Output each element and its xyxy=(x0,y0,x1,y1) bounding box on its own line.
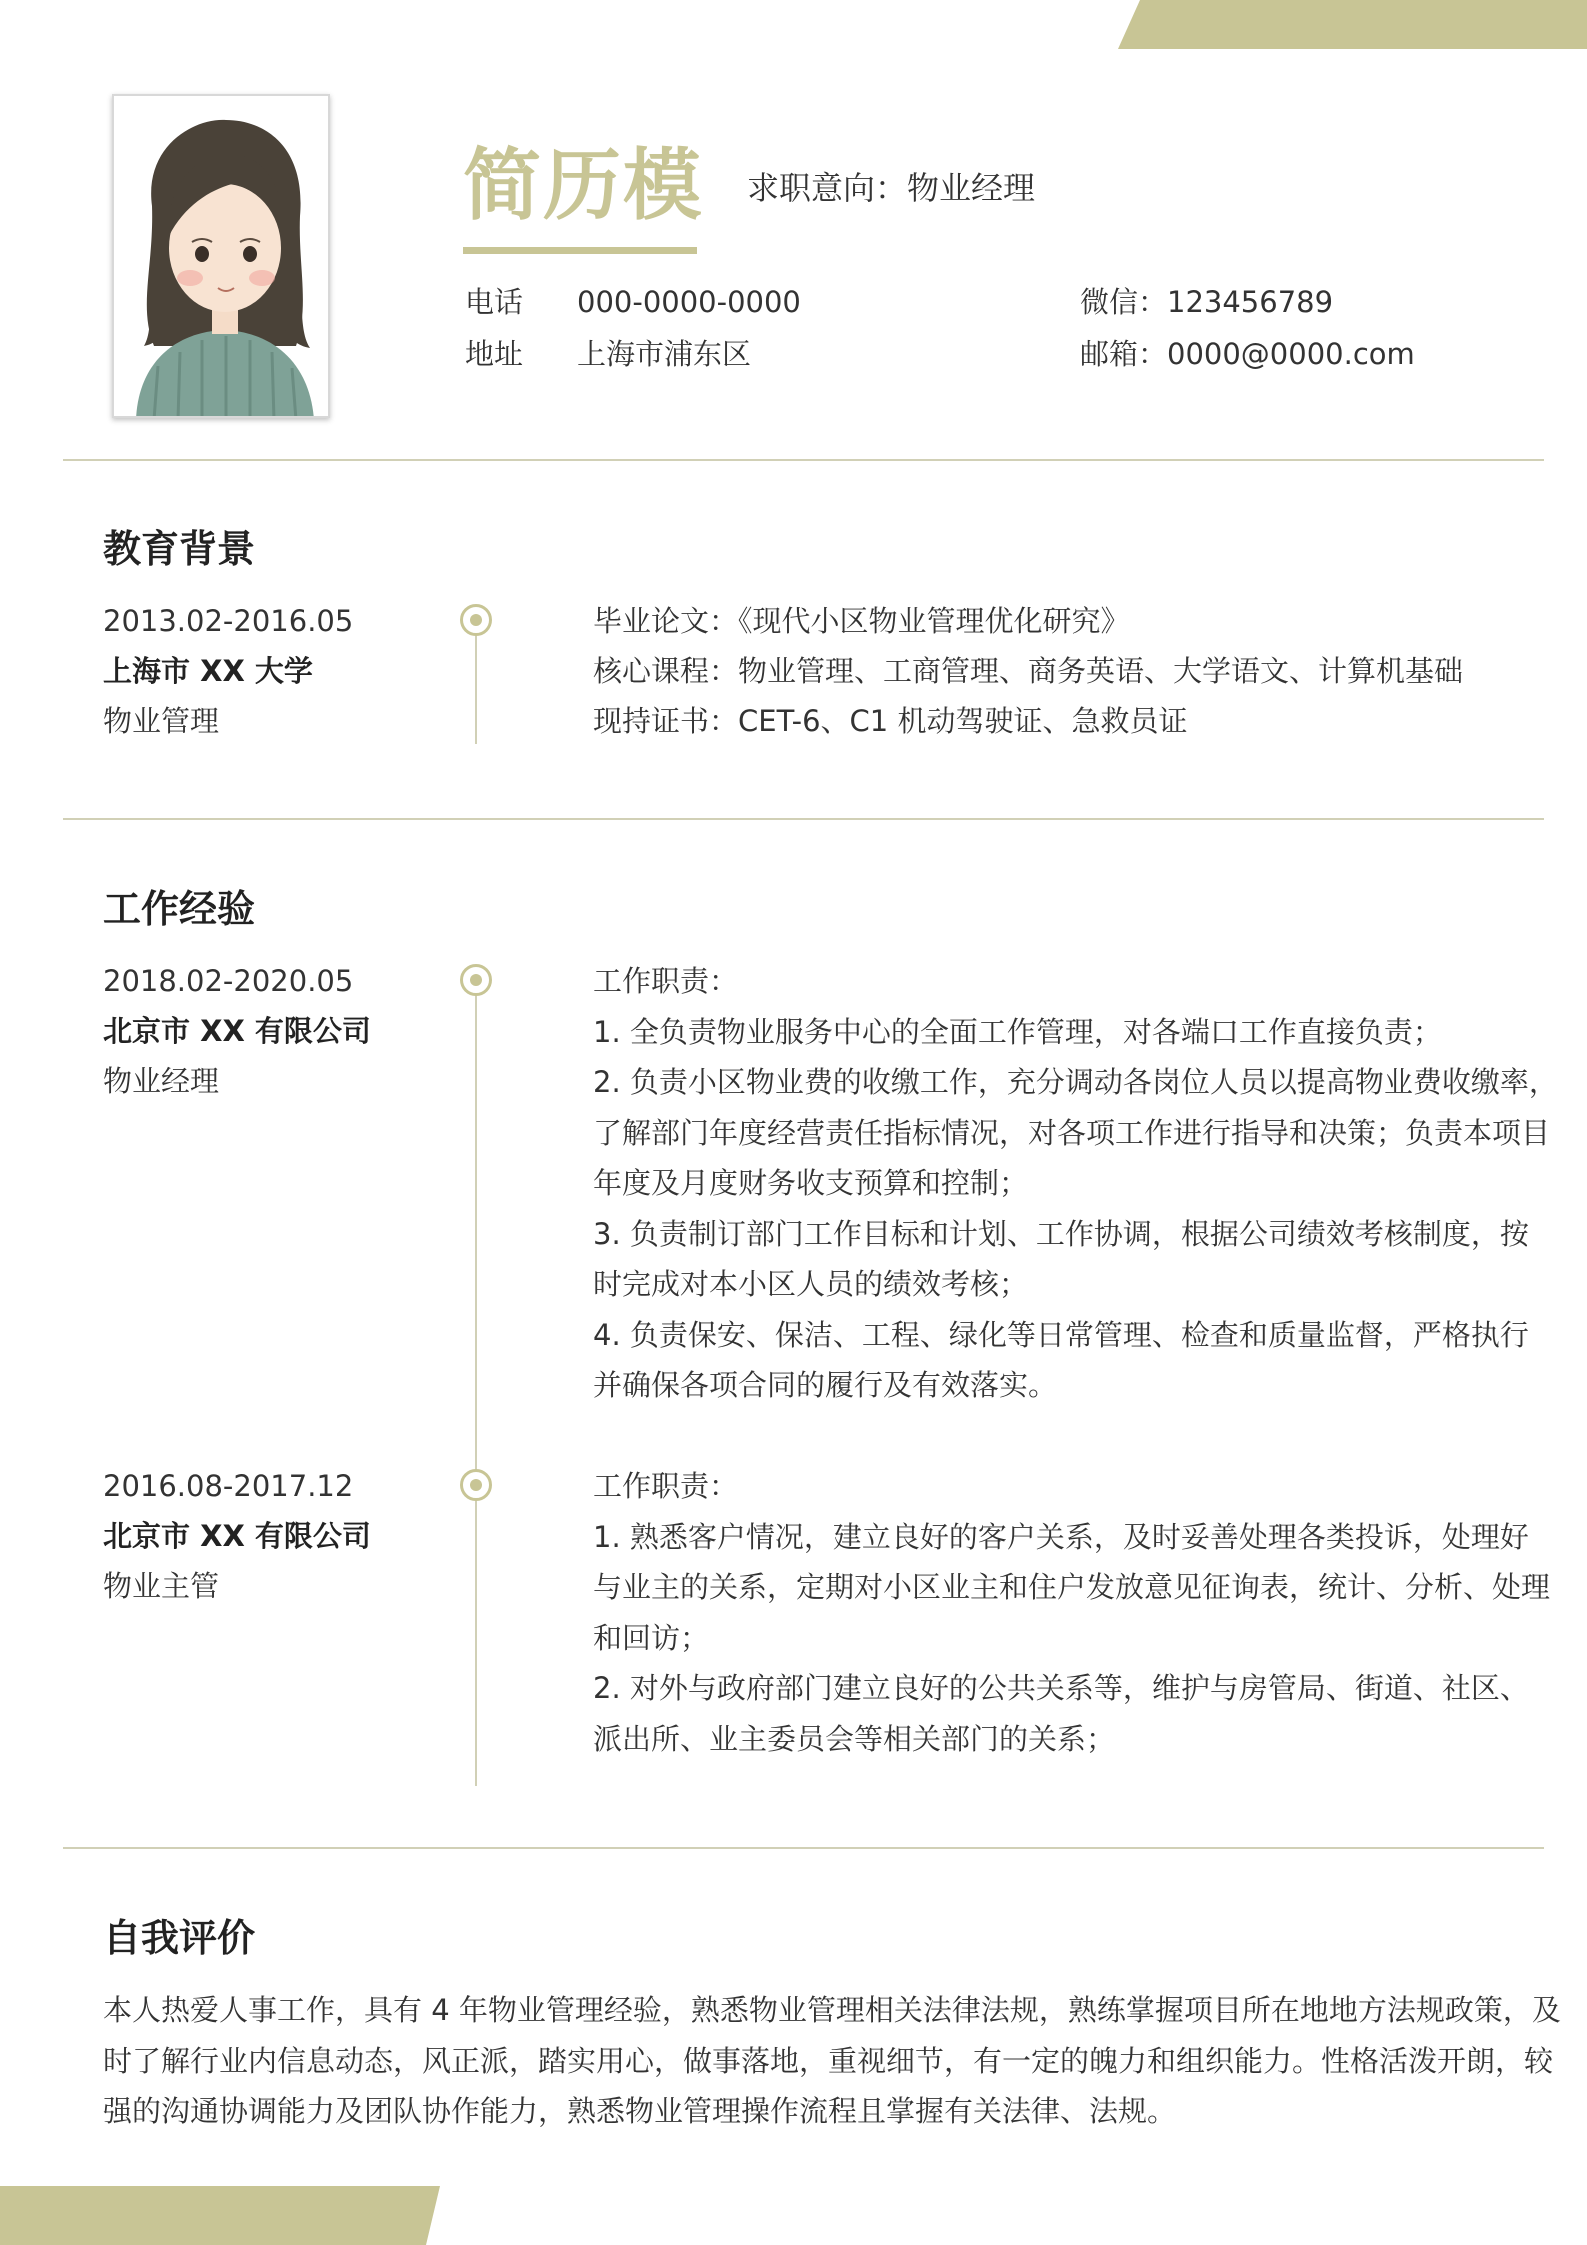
job-description-line: 2. 负责小区物业费的收缴工作，充分调动各岗位人员以提高物业费收缴率， xyxy=(593,1065,1558,1099)
education-detail: 毕业论文：《现代小区物业管理优化研究》 xyxy=(593,604,1130,638)
job-description-line: 1. 全负责物业服务中心的全面工作管理，对各端口工作直接负责； xyxy=(593,1014,1442,1049)
job-company: 北京市 XX 有限公司 xyxy=(103,1014,371,1048)
job-description-line: 和回访； xyxy=(593,1620,710,1655)
job-period: 2016.08-2017.12 xyxy=(103,1469,354,1503)
title-underline xyxy=(463,247,697,254)
address-label: 地址 xyxy=(465,337,524,371)
self-evaluation-text xyxy=(103,1985,1561,2137)
job-description-line: 3. 负责制订部门工作目标和计划、工作协调，根据公司绩效考核制度，按 xyxy=(593,1216,1529,1251)
work-timeline-line xyxy=(475,976,477,1786)
phone-value: 000-0000-0000 xyxy=(577,285,801,319)
job-intent-value: 物业经理 xyxy=(907,169,1036,207)
self-evaluation-line: 强的沟通协调能力及团队协作能力，熟悉物业管理操作流程且掌握有关法律、法规。 xyxy=(103,2094,1177,2128)
top-corner-decoration xyxy=(1118,0,1587,49)
profile-photo xyxy=(112,94,330,418)
education-detail: 核心课程：物业管理、工商管理、商务英语、大学语文、计算机基础 xyxy=(593,654,1464,688)
job-description xyxy=(593,1461,1550,1764)
work-timeline-dot xyxy=(460,964,492,996)
job-description-line: 工作职责： xyxy=(593,964,739,998)
job-description-line: 1. 熟悉客户情况，建立良好的客户关系，及时妥善处理各类投诉，处理好 xyxy=(593,1519,1529,1554)
self-evaluation-line: 时了解行业内信息动态，风正派，踏实用心，做事落地，重视细节，有一定的魄力和组织能力。性格活泼开朗，较 xyxy=(103,2043,1554,2078)
job-description xyxy=(593,956,1558,1411)
job-description-line: 2. 对外与政府部门建立良好的公共关系等，维护与房管局、街道、社区、 xyxy=(593,1671,1529,1705)
job-description-line: 并确保各项合同的履行及有效落实。 xyxy=(593,1368,1058,1402)
divider xyxy=(63,459,1544,461)
self-evaluation-line: 本人热爱人事工作，具有 4 年物业管理经验，熟悉物业管理相关法律法规，熟练掌握项目所在地地方法规政策，及 xyxy=(103,1993,1561,2027)
divider xyxy=(63,818,1544,820)
wechat-info: 微信：123456789 xyxy=(1080,285,1334,319)
job-description-line: 年度及月度财务收支预算和控制； xyxy=(593,1166,1029,1200)
education-school: 上海市 XX 大学 xyxy=(103,654,313,688)
bottom-corner-decoration xyxy=(0,2186,440,2245)
job-description-line: 工作职责： xyxy=(593,1469,739,1503)
job-description-line: 4. 负责保安、保洁、工程、绿化等日常管理、检查和质量监督，严格执行 xyxy=(593,1317,1529,1352)
job-position: 物业主管 xyxy=(103,1569,220,1603)
education-timeline-line xyxy=(475,620,477,744)
resume-title: 简历模 xyxy=(463,141,704,231)
education-timeline-dot xyxy=(460,604,492,636)
job-description-line: 与业主的关系，定期对小区业主和住户发放意见征询表，统计、分析、处理 xyxy=(593,1570,1551,1604)
self-evaluation-section-title: 自我评价 xyxy=(103,1916,256,1960)
education-major: 物业管理 xyxy=(103,704,220,738)
divider xyxy=(63,1847,1544,1849)
address-value: 上海市浦东区 xyxy=(577,337,752,371)
job-position: 物业经理 xyxy=(103,1064,220,1098)
work-timeline-dot xyxy=(460,1469,492,1501)
work-section-title: 工作经验 xyxy=(103,887,256,931)
email-info: 邮箱：0000@0000.com xyxy=(1080,337,1415,371)
avatar-illustration xyxy=(114,96,330,418)
education-detail: 现持证书：CET-6、C1 机动驾驶证、急救员证 xyxy=(593,704,1188,738)
education-period: 2013.02-2016.05 xyxy=(103,604,354,638)
job-description-line: 时完成对本小区人员的绩效考核； xyxy=(593,1267,1029,1301)
job-description-line: 了解部门年度经营责任指标情况，对各项工作进行指导和决策；负责本项目 xyxy=(593,1115,1551,1150)
job-company: 北京市 XX 有限公司 xyxy=(103,1519,371,1553)
job-intent-label: 求职意向： xyxy=(747,169,908,207)
education-section-title: 教育背景 xyxy=(103,527,256,571)
job-period: 2018.02-2020.05 xyxy=(103,964,354,998)
job-description-line: 派出所、业主委员会等相关部门的关系； xyxy=(593,1721,1116,1756)
phone-label: 电话 xyxy=(465,285,524,319)
